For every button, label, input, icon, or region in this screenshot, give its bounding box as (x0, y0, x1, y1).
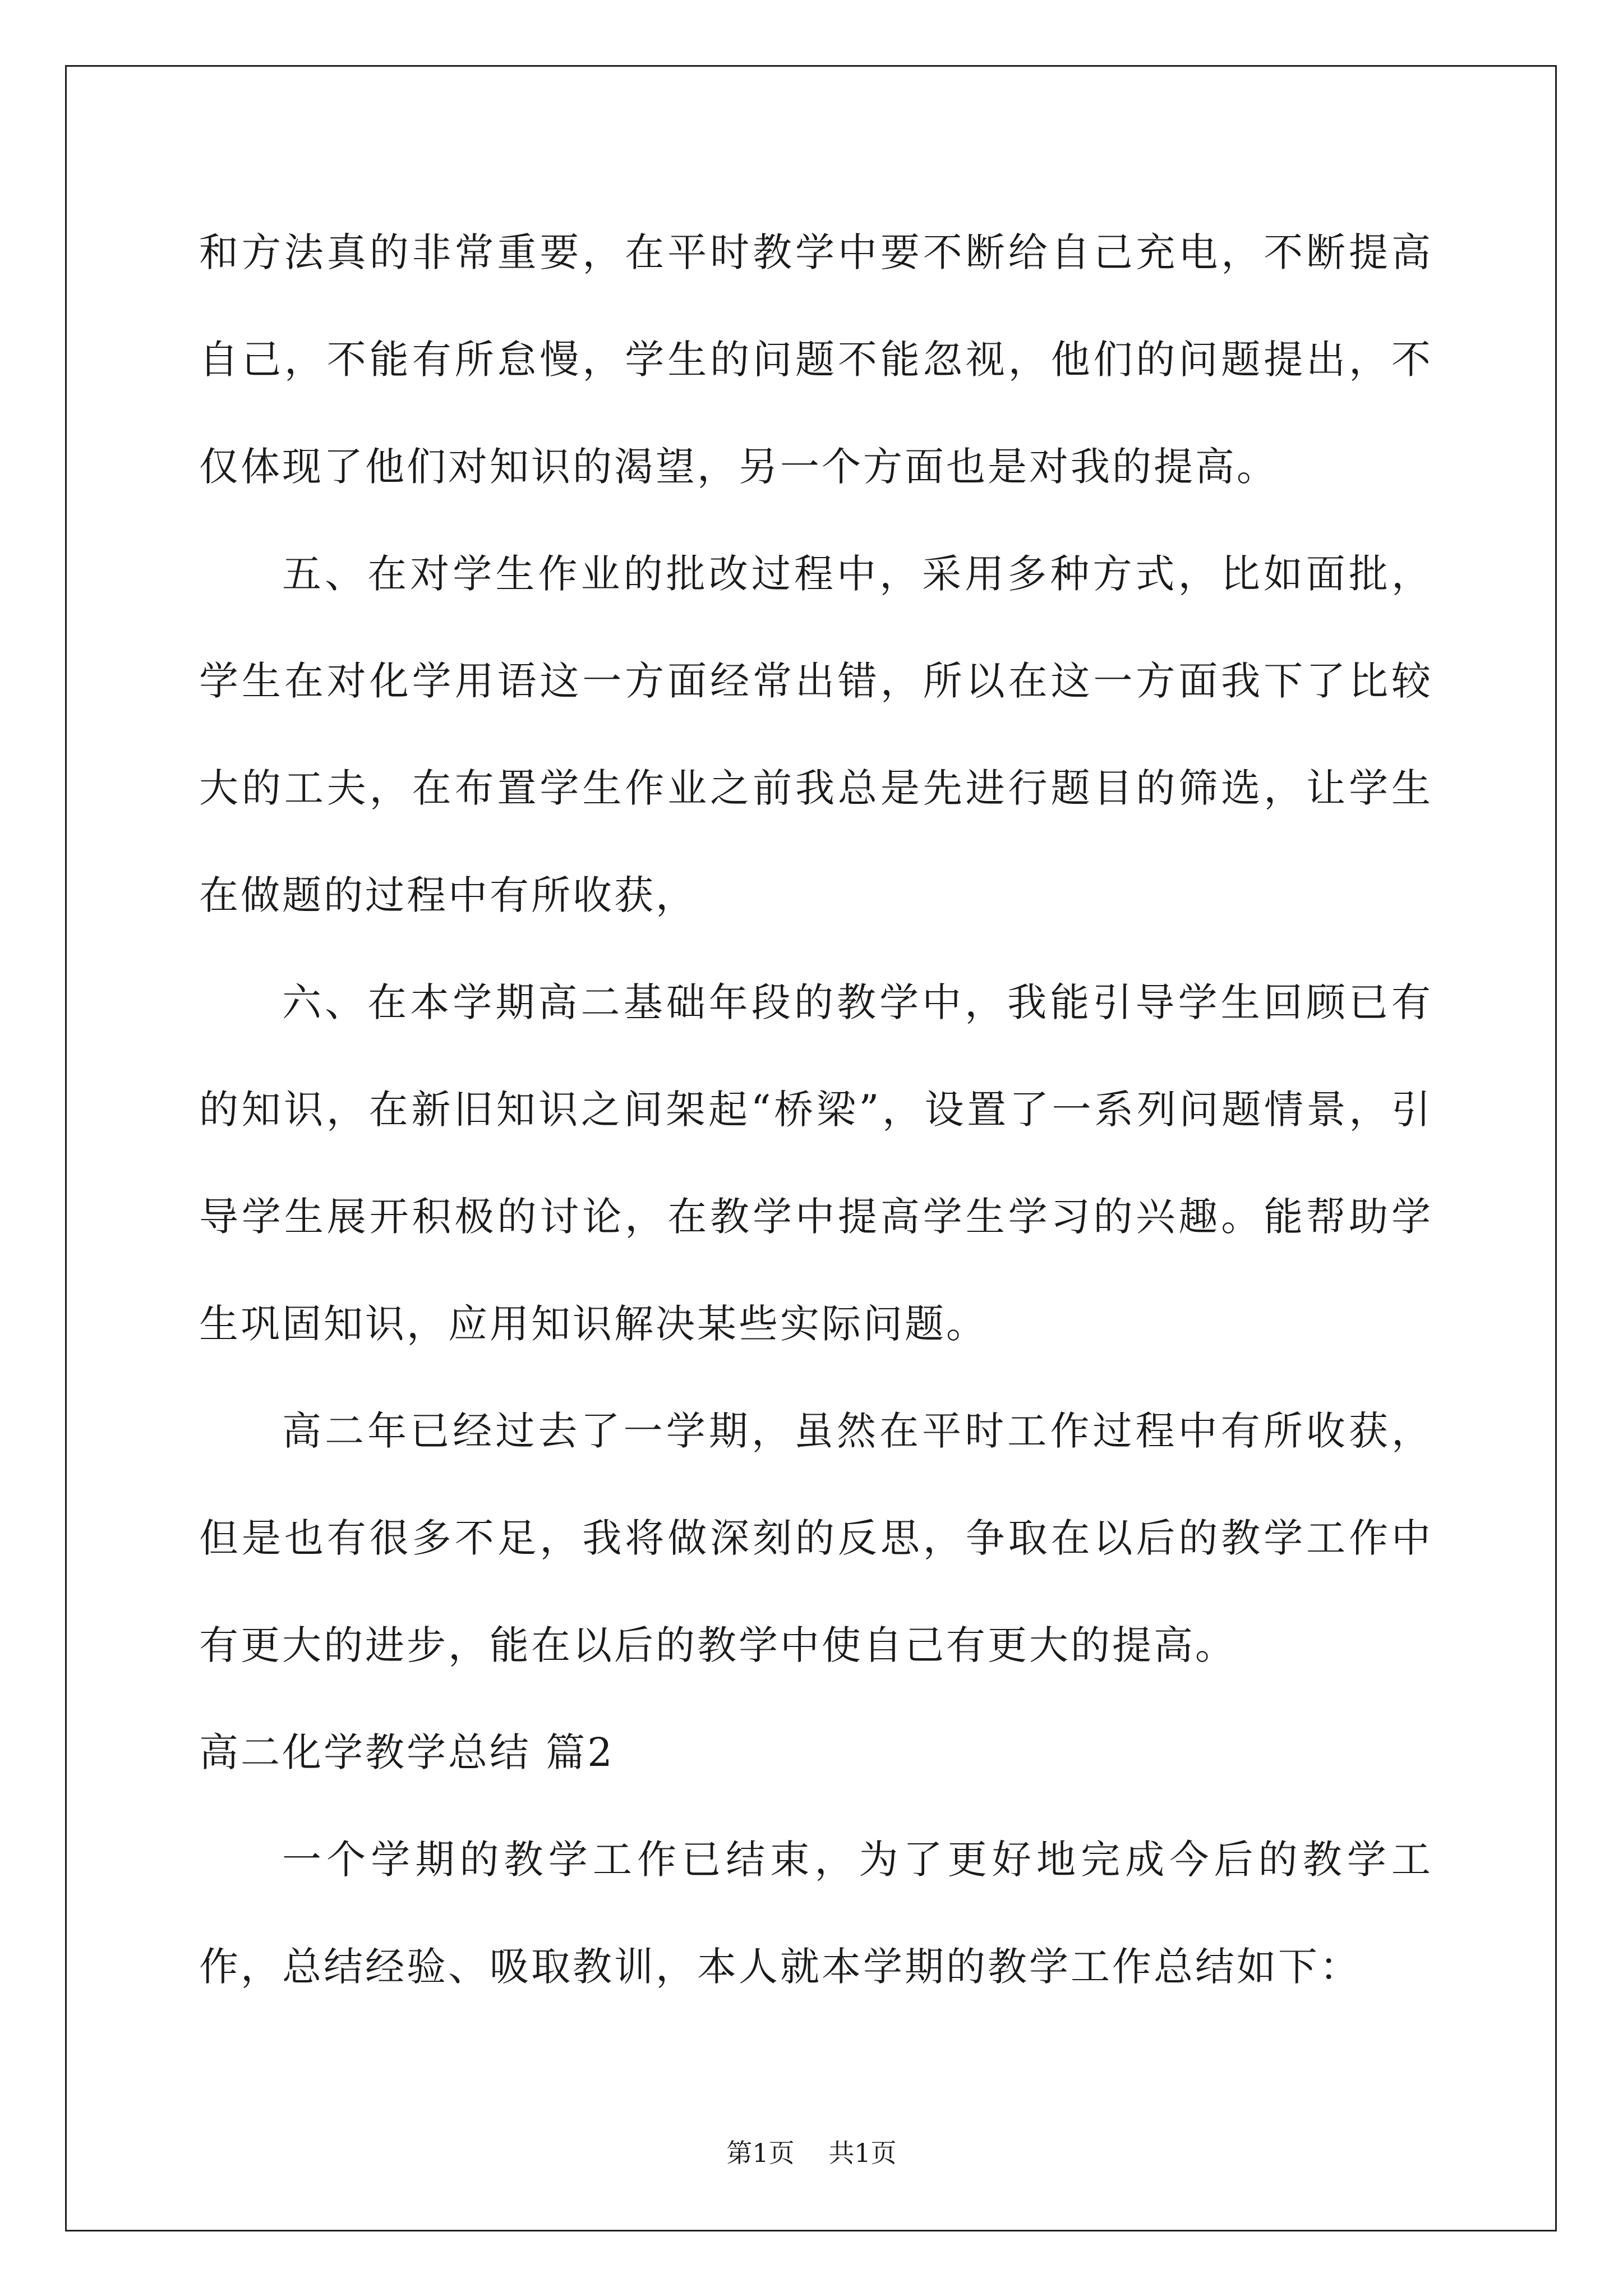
paragraph-2: 五、在对学生作业的批改过程中，采用多种方式，比如面批，学生在对化学用语这一方面经常出错，所以在这一方面我下了比较大的工夫，在布置学生作业之前我总是先进行题目的筛选，让学生在做题的过程中有所收获， (199, 551, 1433, 918)
paragraph-4: 高二年已经过去了一学期，虽然在平时工作过程中有所收获，但是也有很多不足，我将做深刻的反思，争取在以后的教学工作中有更大的进步，能在以后的教学中使自己有更大的提高。 (199, 1408, 1433, 1668)
document-body (199, 199, 1433, 2021)
page-footer (0, 2136, 1623, 2170)
page-total: 共1页 (828, 2138, 897, 2168)
paragraph-3: 六、在本学期高二基础年段的教学中，我能引导学生回顾已有的知识，在新旧知识之间架起“桥梁”，设置了一系列问题情景，引导学生展开积极的讨论，在教学中提高学生学习的兴趣。能帮助学生巩固知识，应用知识解决某些实际问题。 (199, 979, 1433, 1347)
page-number: 第1页 (726, 2138, 795, 2168)
paragraph-5: 一个学期的教学工作已结束，为了更好地完成今后的教学工作，总结经验、吸取教训，本人就本学期的教学工作总结如下： (199, 1837, 1433, 1990)
section-heading: 高二化学教学总结 篇2 (199, 1729, 615, 1775)
paragraph-1: 和方法真的非常重要，在平时教学中要不断给自己充电，不断提高自己，不能有所怠慢，学生的问题不能忽视，他们的问题提出，不仅体现了他们对知识的渴望，另一个方面也是对我的提高。 (199, 229, 1433, 490)
